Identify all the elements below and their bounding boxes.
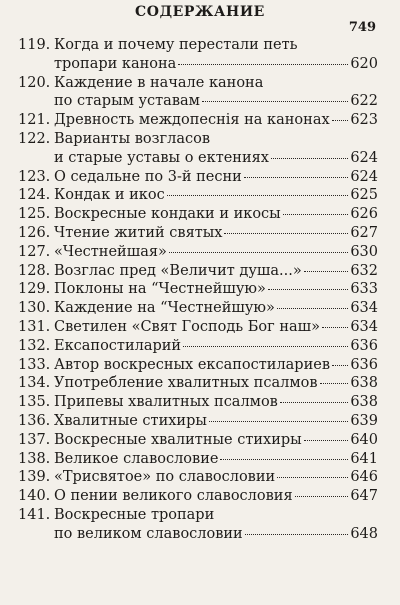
- entry-body: [54, 262, 378, 281]
- toc-entry: [18, 111, 378, 130]
- dot-leader: [295, 496, 349, 497]
- toc-entry: [18, 205, 378, 224]
- entry-body: [54, 186, 378, 205]
- entry-title: по старым уставам: [54, 93, 200, 110]
- toc-entry: [18, 412, 378, 431]
- entry-page: 636: [350, 337, 378, 354]
- entry-number: 135.: [18, 394, 51, 411]
- entry-title: Кондак и икос: [54, 187, 165, 204]
- entry-title: тропари канона: [54, 55, 177, 72]
- page-number: 749: [348, 20, 376, 35]
- entry-number: 141.: [18, 506, 51, 523]
- dot-leader: [277, 308, 348, 309]
- entry-number: 123.: [18, 168, 51, 185]
- entry-line: [54, 186, 378, 205]
- toc-entry: [18, 337, 378, 356]
- entry-page: 630: [350, 243, 378, 260]
- entry-number: 127.: [18, 243, 51, 260]
- entry-title: Припевы хвалитных псалмов: [54, 394, 278, 411]
- entry-body: [54, 243, 378, 262]
- dot-leader: [332, 120, 349, 121]
- dot-leader: [271, 158, 348, 159]
- entry-number: 119.: [18, 37, 51, 53]
- entry-page: 633: [350, 281, 378, 298]
- entry-title: О пении великого славословия: [54, 488, 293, 505]
- toc-entry: [18, 487, 378, 506]
- entry-page: 641: [350, 450, 378, 467]
- entry-title: Употребление хвалитных псалмов: [54, 375, 318, 392]
- entry-title: «Честнейшая»: [54, 243, 167, 260]
- dot-leader: [224, 233, 348, 234]
- toc-entry: [18, 36, 378, 74]
- entry-line: [54, 525, 378, 544]
- entry-number: 137.: [18, 431, 51, 448]
- entry-line: [54, 374, 378, 393]
- entry-number: 133.: [18, 356, 51, 373]
- entry-body: [54, 318, 378, 337]
- dot-leader: [220, 459, 348, 460]
- entry-number: 124.: [18, 187, 51, 204]
- entry-body: [54, 111, 378, 130]
- entry-line: [54, 262, 378, 281]
- entry-body: [54, 450, 378, 469]
- entry-line: [54, 280, 378, 299]
- dot-leader: [183, 346, 348, 347]
- dot-leader: [169, 252, 348, 253]
- entry-line: [54, 92, 378, 111]
- entry-line: [54, 168, 378, 187]
- entry-page: 638: [350, 375, 378, 392]
- entry-body: [54, 130, 378, 168]
- toc-entry: [18, 318, 378, 337]
- entry-body: [54, 36, 378, 74]
- entry-title: Древность междопеснія на канонах: [54, 112, 330, 129]
- toc-entry: [18, 356, 378, 375]
- entry-number: 130.: [18, 300, 51, 317]
- entry-title: Каждение в начале канона: [54, 74, 264, 91]
- toc-entry: [18, 130, 378, 168]
- entry-line: [54, 318, 378, 337]
- entry-page: 634: [350, 318, 378, 335]
- entry-title: О седальне по 3-й песни: [54, 168, 242, 185]
- entry-page: 624: [350, 149, 378, 166]
- entry-body: [54, 168, 378, 187]
- entry-body: [54, 487, 378, 506]
- toc-entry: [18, 280, 378, 299]
- entry-title: Воскресные тропари: [54, 506, 215, 523]
- toc-entry: [18, 431, 378, 450]
- entry-title: Возглас пред «Величит душа...»: [54, 262, 302, 279]
- dot-leader: [304, 271, 349, 272]
- entry-body: [54, 412, 378, 431]
- entry-line: [54, 412, 378, 431]
- entry-line: [54, 243, 378, 262]
- dot-leader: [244, 177, 348, 178]
- entry-title: Варианты возгласов: [54, 130, 210, 147]
- entry-page: 638: [350, 394, 378, 411]
- dot-leader: [167, 195, 349, 196]
- entry-body: [54, 393, 378, 412]
- entry-page: 626: [350, 206, 378, 223]
- entry-title: Чтение житий святых: [54, 224, 223, 241]
- entry-title: Великое славословие: [54, 450, 219, 467]
- dot-leader: [178, 64, 348, 65]
- entry-line: [54, 506, 378, 525]
- entry-page: 627: [350, 224, 378, 241]
- entry-title: Ексапостиларий: [54, 337, 182, 354]
- entry-number: 126.: [18, 224, 51, 241]
- entry-title: Каждение на “Честнейшую»: [54, 300, 275, 317]
- entry-number: 120.: [18, 74, 51, 91]
- entry-line: [54, 55, 378, 74]
- entry-number: 122.: [18, 130, 51, 147]
- entry-line: [54, 74, 378, 93]
- dot-leader: [209, 421, 348, 422]
- toc-entry: [18, 243, 378, 262]
- entry-number: 129.: [18, 281, 51, 298]
- entry-number: 139.: [18, 469, 51, 486]
- toc-entry: [18, 262, 378, 281]
- entry-title: Автор воскресных ексапостилариев: [54, 356, 330, 373]
- entry-line: [54, 337, 378, 356]
- toc-entry: [18, 393, 378, 412]
- entry-number: 136.: [18, 412, 51, 429]
- entry-number: 121.: [18, 112, 51, 129]
- entry-number: 138.: [18, 450, 51, 467]
- entry-line: [54, 111, 378, 130]
- entry-number: 131.: [18, 318, 51, 335]
- entry-body: [54, 374, 378, 393]
- entry-title: Когда и почему перестали петь: [54, 37, 298, 53]
- toc-entry: [18, 506, 378, 544]
- entry-line: [54, 299, 378, 318]
- entry-body: [54, 299, 378, 318]
- entry-title: и старые уставы о ектениях: [54, 149, 269, 166]
- entry-body: [54, 224, 378, 243]
- dot-leader: [320, 383, 349, 384]
- entry-title: Светилен «Свят Господь Бог наш»: [54, 318, 321, 335]
- entry-page: 646: [350, 469, 378, 486]
- entry-title: по великом славословии: [54, 525, 243, 542]
- dot-leader: [245, 534, 349, 535]
- entry-title: Воскресные хвалитные стихиры: [54, 431, 302, 448]
- entry-line: [54, 393, 378, 412]
- dot-leader: [304, 440, 349, 441]
- entry-line: [54, 205, 378, 224]
- dot-leader: [277, 477, 348, 478]
- toc-entry: [18, 168, 378, 187]
- dot-leader: [332, 365, 348, 366]
- entry-page: 634: [350, 300, 378, 317]
- entry-body: [54, 205, 378, 224]
- dot-leader: [283, 214, 349, 215]
- entry-line: [54, 130, 378, 149]
- dot-leader: [322, 327, 348, 328]
- entry-page: 648: [350, 525, 378, 542]
- entry-line: [54, 450, 378, 469]
- entry-body: [54, 337, 378, 356]
- toc-entry: [18, 74, 378, 112]
- toc-entry: [18, 224, 378, 243]
- entry-line: [54, 356, 378, 375]
- running-head: СОДЕРЖАНИЕ: [135, 4, 265, 20]
- entry-page: 632: [350, 262, 378, 279]
- entry-title: Воскресные кондаки и икосы: [54, 206, 281, 223]
- toc-entry: [18, 450, 378, 469]
- entry-page: 623: [350, 112, 378, 129]
- entry-number: 125.: [18, 206, 51, 223]
- entry-line: [54, 36, 378, 55]
- entry-line: [54, 224, 378, 243]
- entry-title: «Трисвятое» по славословии: [54, 469, 276, 486]
- toc-entry: [18, 468, 378, 487]
- entry-body: [54, 356, 378, 375]
- dot-leader: [268, 289, 348, 290]
- table-of-contents: [18, 36, 378, 544]
- entry-number: 132.: [18, 337, 51, 354]
- dot-leader: [202, 101, 348, 102]
- entry-page: 620: [350, 55, 378, 72]
- toc-entry: [18, 299, 378, 318]
- entry-line: [54, 487, 378, 506]
- entry-number: 128.: [18, 262, 51, 279]
- entry-page: 625: [350, 187, 378, 204]
- entry-number: 134.: [18, 375, 51, 392]
- entry-body: [54, 280, 378, 299]
- toc-entry: [18, 186, 378, 205]
- entry-page: 639: [350, 412, 378, 429]
- entry-line: [54, 468, 378, 487]
- entry-line: [54, 149, 378, 168]
- entry-line: [54, 431, 378, 450]
- entry-body: [54, 468, 378, 487]
- entry-title: Хвалитные стихиры: [54, 412, 207, 429]
- entry-title: Поклоны на “Честнейшую»: [54, 281, 266, 298]
- entry-page: 640: [350, 431, 378, 448]
- entry-body: [54, 431, 378, 450]
- entry-number: 140.: [18, 488, 51, 505]
- dot-leader: [280, 402, 348, 403]
- entry-page: 622: [350, 93, 378, 110]
- entry-body: [54, 74, 378, 112]
- entry-page: 624: [350, 168, 378, 185]
- entry-page: 636: [350, 356, 378, 373]
- toc-entry: [18, 374, 378, 393]
- entry-page: 647: [350, 488, 378, 505]
- entry-body: [54, 506, 378, 544]
